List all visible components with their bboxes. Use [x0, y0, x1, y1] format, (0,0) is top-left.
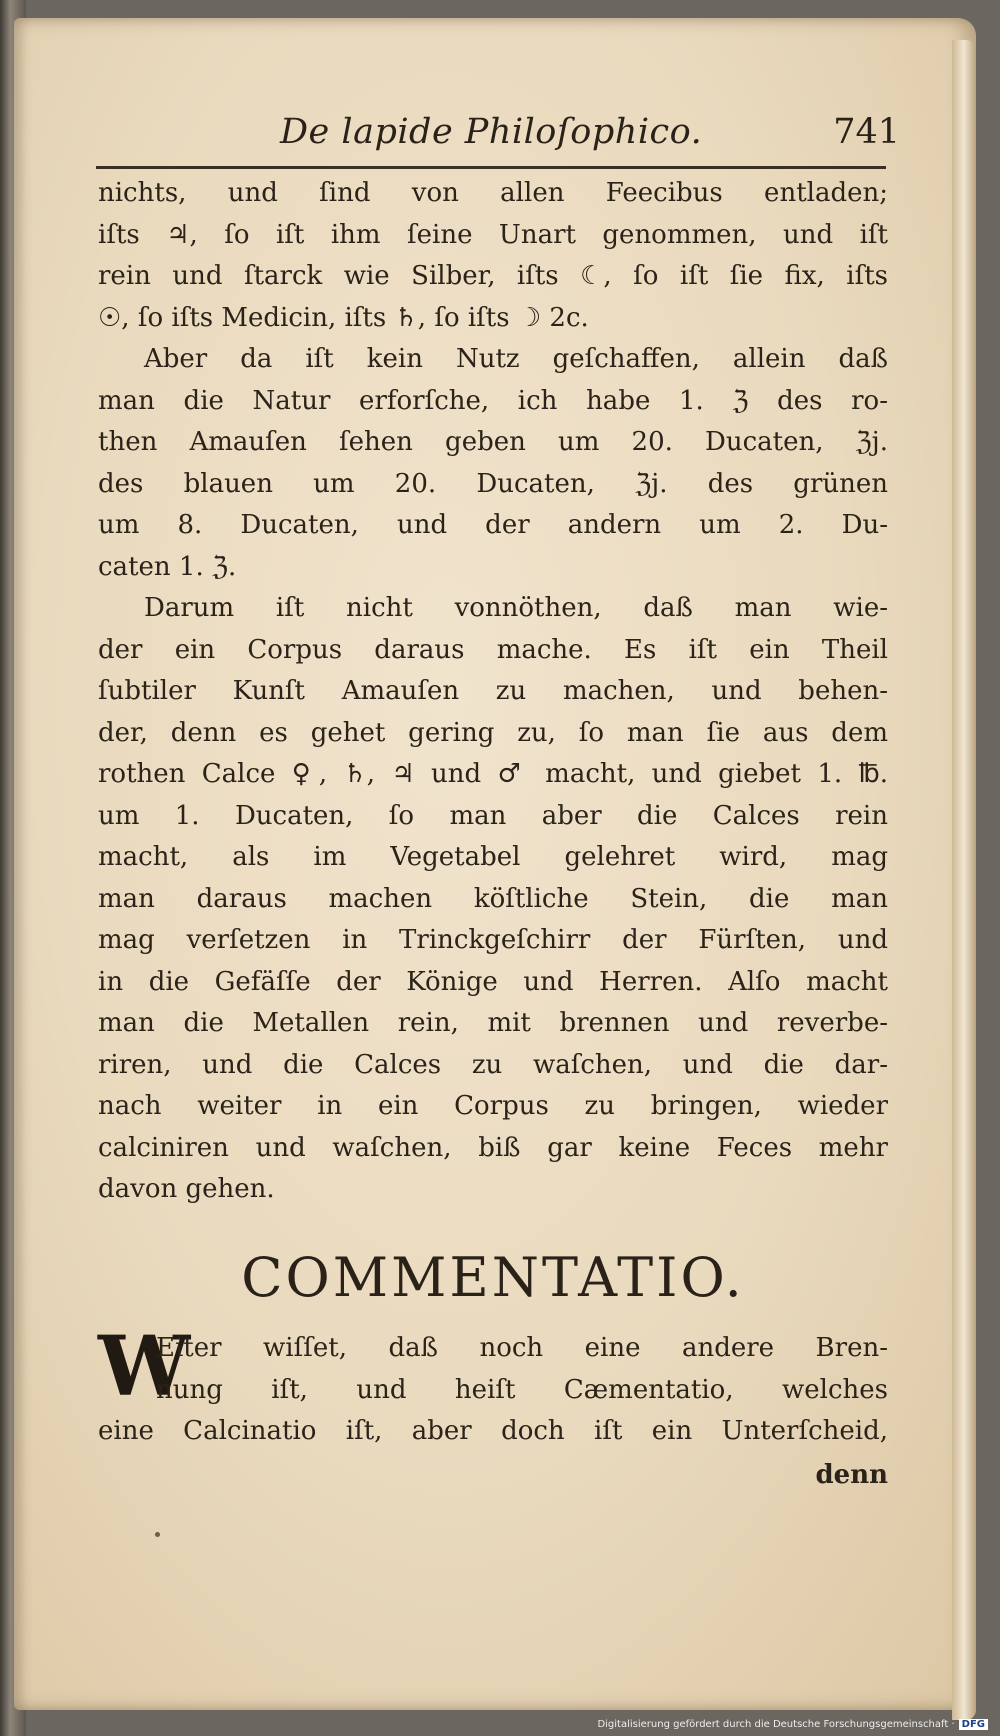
text-line: riren, und die Calces zu waſchen, und die dar-	[98, 1049, 888, 1080]
drop-cap-initial: W	[98, 1319, 191, 1415]
text-line: um 8. Ducaten, und der andern um 2. Du-	[98, 510, 888, 540]
text-line: iſts ♃, ſo iſt ihm ſeine Unart genommen, und iſt	[98, 219, 888, 250]
text-line: ☉, ſo iſts Medicin, iſts ♄, ſo iſts ☽ 2c.	[98, 302, 589, 333]
text-line: eine Calcinatio iſt, aber doch iſt ein Unterſcheid,	[98, 1416, 888, 1446]
text-line: man daraus machen köſtliche Stein, die man	[98, 883, 888, 914]
text-line: der, denn es gehet gering zu, ſo man ſie aus dem	[98, 717, 888, 748]
text-line: in die Gefäſſe der Könige und Herren. Alſo macht	[98, 966, 888, 997]
text-line: then Amauſen ſehen geben um 20. Ducaten, ℨj.	[98, 427, 888, 457]
body-text	[98, 173, 888, 1211]
commentatio-text	[98, 1319, 888, 1453]
text-line: um 1. Ducaten, ſo man aber die Calces rein	[98, 800, 888, 831]
running-title: De lapide Philoſophico.	[280, 112, 703, 152]
text-line: Darum iſt nicht vonnöthen, daß man wie-	[144, 593, 888, 623]
page-edge	[952, 40, 976, 1720]
page-number: 741	[833, 112, 900, 152]
digitization-credit	[597, 1719, 988, 1730]
text-line: calciniren und waſchen, biß gar keine Feces mehr	[98, 1132, 888, 1163]
text-line: rein und ſtarck wie Silber, iſts ☾, ſo iſt ſie fix, iſts	[98, 261, 888, 291]
text-line: man die Metallen rein, mit brennen und reverbe-	[98, 1008, 888, 1038]
catchword: denn	[815, 1460, 888, 1490]
text-line: man die Natur erforſche, ich habe 1. ℨ des ro-	[98, 385, 888, 416]
text-line: der ein Corpus daraus mache. Es iſt ein Theil	[98, 634, 888, 665]
text-line: mag verſetzen in Trinckgeſchirr der Fürſten, und	[98, 925, 888, 955]
text-line: nung iſt, und heiſt Cæmentatio, welches	[156, 1374, 888, 1405]
text-line: nichts, und ſind von allen Feecibus entladen;	[98, 178, 888, 208]
text-line: rothen Calce ♀, ♄, ♃ und ♂ macht, und giebet 1. ℔.	[98, 759, 888, 789]
text-line: nach weiter in ein Corpus zu bringen, wieder	[98, 1091, 888, 1121]
text-line: caten 1. ℨ.	[98, 551, 237, 582]
credit-text: Digitalisierung gefördert durch die Deutsche Forschungsgemeinschaft ·	[597, 1719, 955, 1730]
dfg-logo: DFG	[959, 1719, 988, 1730]
text-line: des blauen um 20. Ducaten, ℨj. des grünen	[98, 468, 888, 499]
text-line: ſubtiler Kunſt Amauſen zu machen, und behen-	[98, 676, 888, 706]
header-rule	[96, 166, 886, 169]
section-heading: COMMENTATIO.	[241, 1246, 745, 1309]
text-line: macht, als im Vegetabel gelehret wird, mag	[98, 842, 888, 872]
paper-speck	[155, 1532, 160, 1537]
text-line: davon gehen.	[98, 1174, 275, 1204]
text-line: Eiter wiſſet, daß noch eine andere Bren-	[156, 1333, 888, 1363]
page-header	[270, 112, 900, 162]
text-line: Aber da iſt kein Nutz geſchaffen, allein daß	[144, 344, 888, 374]
